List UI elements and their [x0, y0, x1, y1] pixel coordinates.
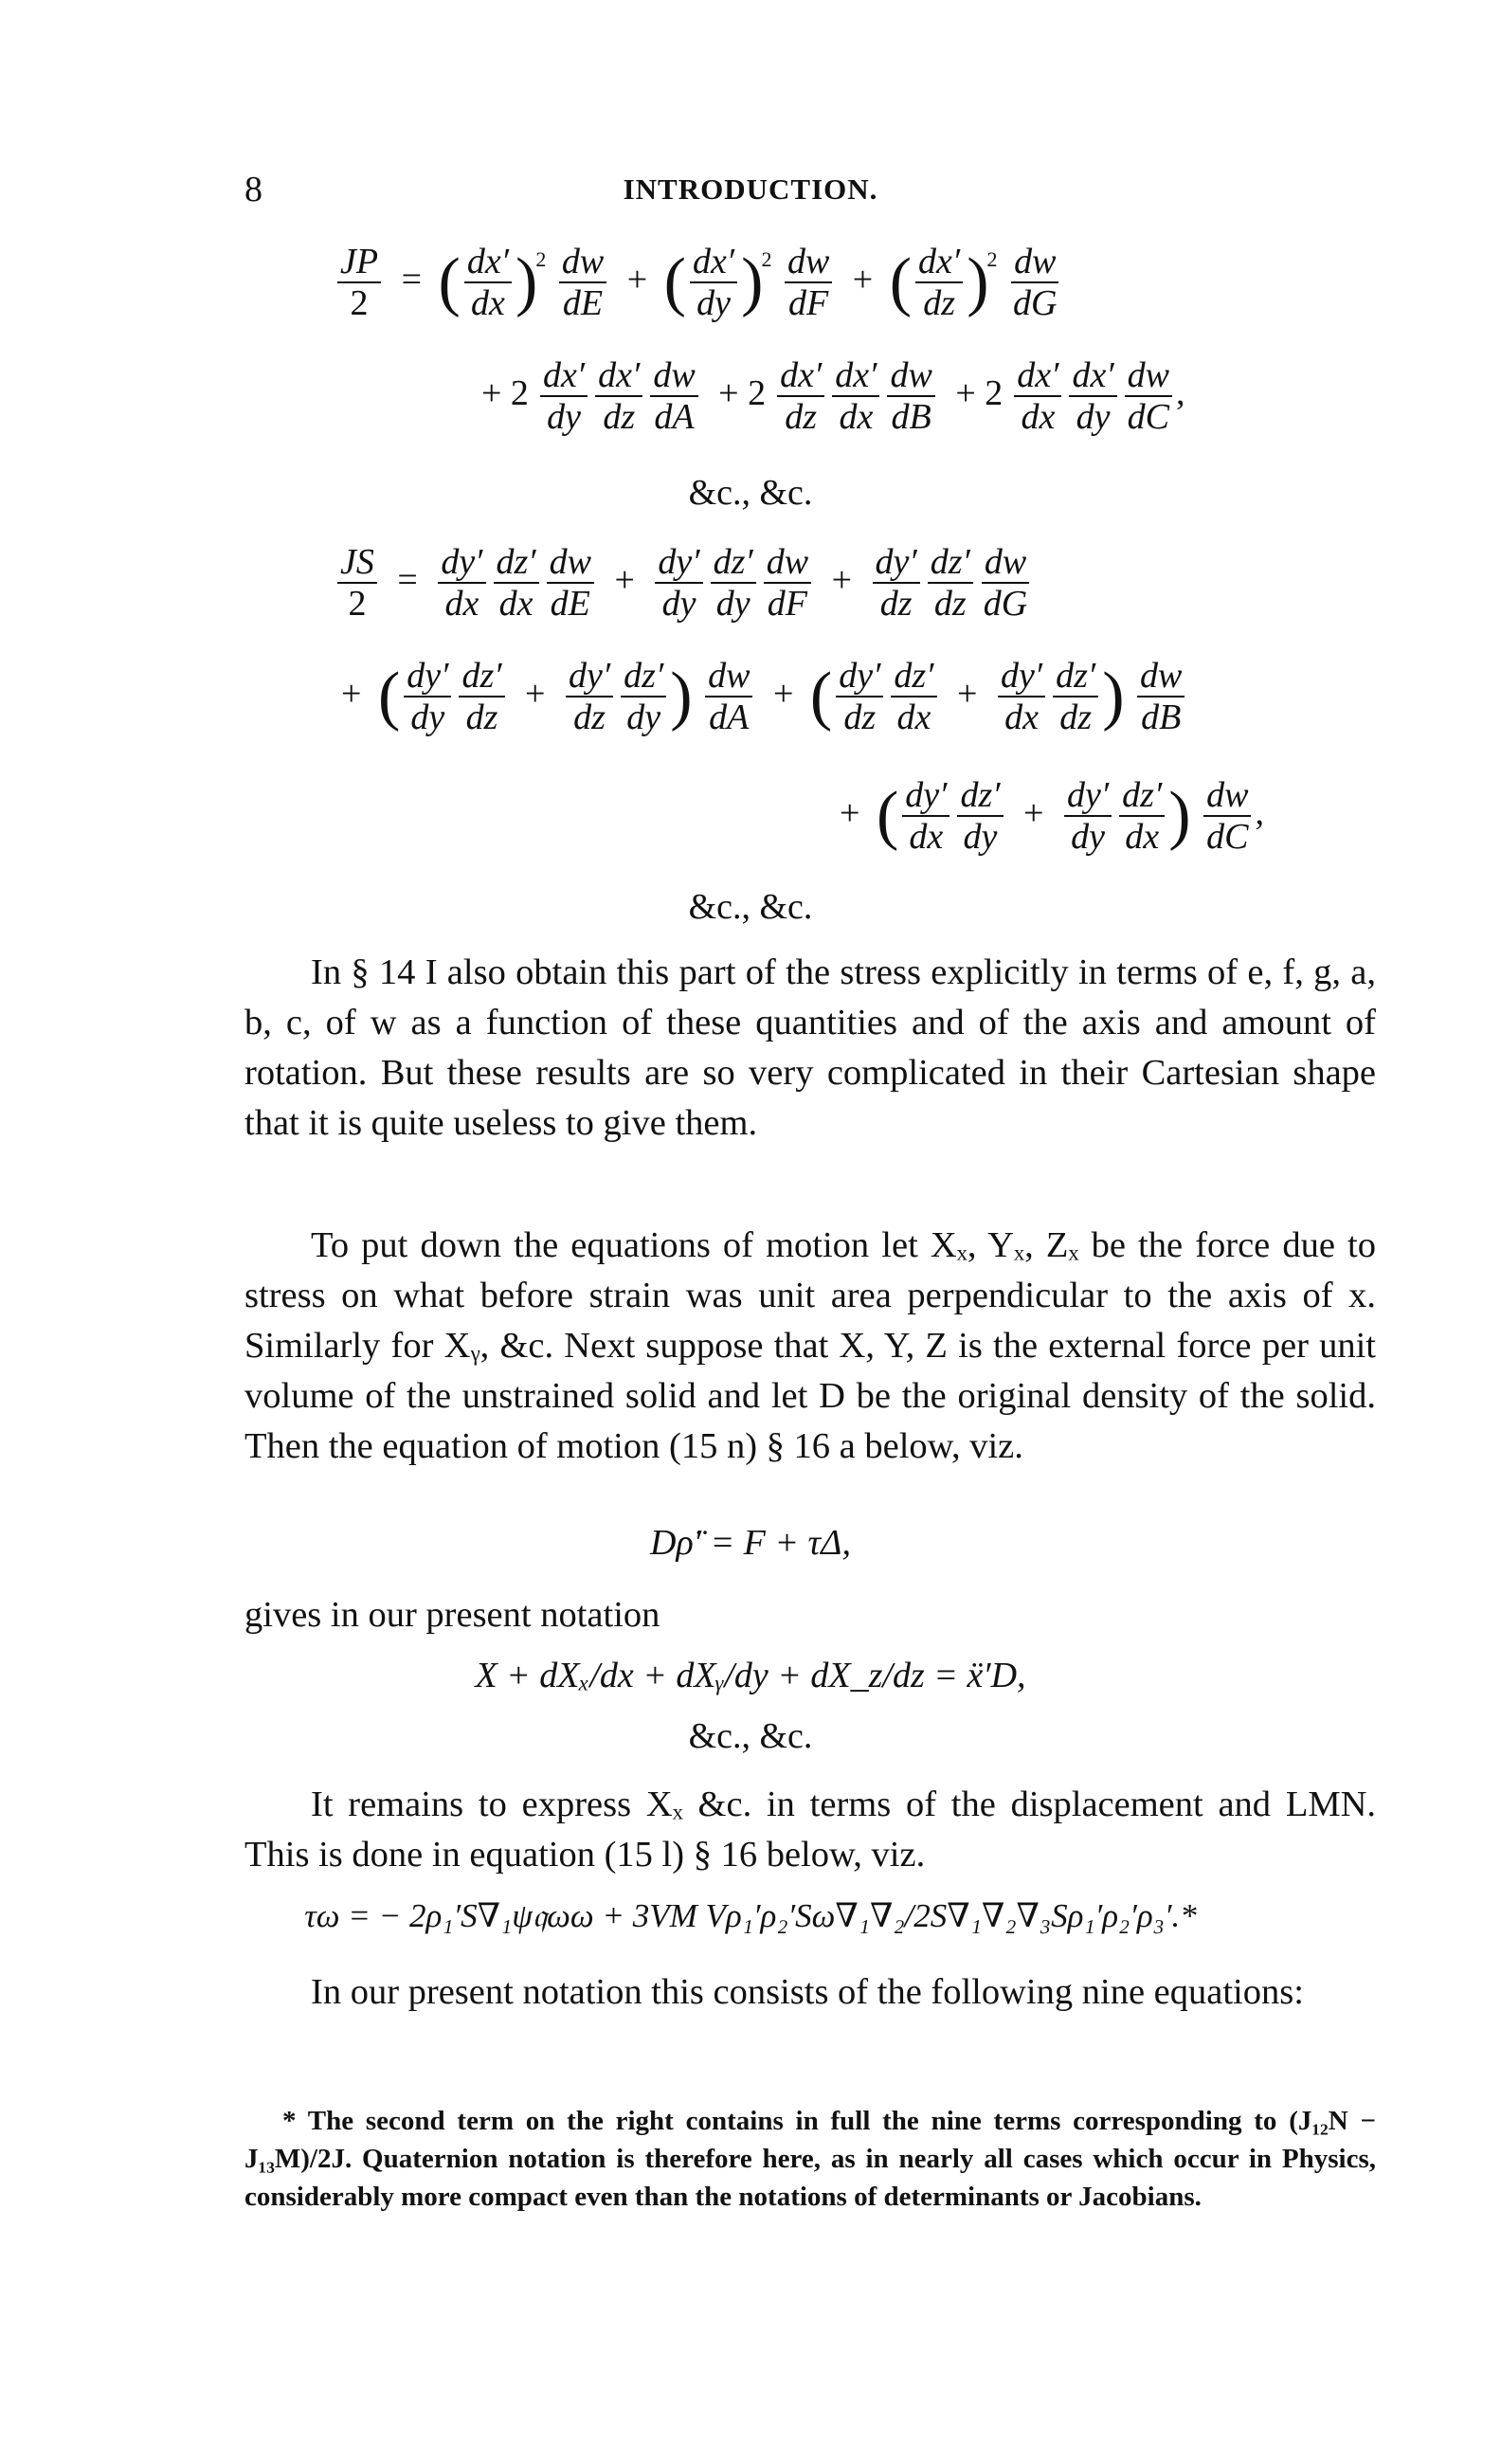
equation-js-line-1: $\frac{JS}{2}$ = $\frac{dy'}{dx}$ $\frac{dz'}{dx}$ $\frac{dw}{dE}$ + $\frac{dy'}{dy}$ $\frac{dz'}{dy}$ $\frac{dw}{dF}$ + $\frac{dy'}{dz}$ $\frac{dz'}{dz}$ $\frac{dw}{dG}$ [334, 542, 1034, 624]
paragraph-present-notation: gives in our present notation [244, 1595, 660, 1635]
equation-tau-omega: τω = − 2ρ₁′S∇₁ψ𝔮ωω + 3VM Vρ₁′ρ₂′Sω∇₁∇₂/2S∇₁∇₂∇₃Sρ₁′ρ₂′ρ₃′.* [304, 1897, 1197, 1934]
js-lhs-num: JS [337, 542, 377, 584]
paragraph-stress: In § 14 I also obtain this part of the stress explicitly in terms of e, f, g, a, b, c, of w as a function of these quantities and of the axis and amount of rotation. But these results are so very complicated in their Cartesian shape that it is quite useless to give them. [244, 952, 1376, 1143]
etc-2: &c., &c. [688, 887, 813, 927]
page-number: 8 [244, 170, 262, 209]
paragraph-express-x: It remains to express Xₓ &c. in terms of the displacement and LMN. This is done in equation (15 l) § 16 below, viz. [244, 1785, 1376, 1875]
equation-present-notation: X + dXₓ/dx + dXᵧ/dy + dX_z/dz = ẍ′D, [475, 1656, 1026, 1695]
equation-js-line-2: + ( $\frac{dy'}{dy}$ $\frac{dz'}{dz}$ + $\frac{dy'}{dz}$ $\frac{dz'}{dy}$ ) $\frac{dw}{dA}$ + ( $\frac{dy'}{dz}$ $\frac{dz'}{dx}$ + $\frac{dy'}{dx}$ $\frac{dz'}{dz}$ ) $\frac{dw}{dB}$ [334, 656, 1188, 737]
jp-lhs-num: JP [337, 242, 381, 283]
etc-3: &c., &c. [688, 1716, 813, 1756]
equation-jp-line-2: + 2 $\frac{dx'}{dy}$ $\frac{dx'}{dz}$ $\frac{dw}{dA}$ + 2 $\frac{dx'}{dz}$ $\frac{dx'}{dx}$ $\frac{dw}{dB}$ + 2 $\frac{dx'}{dx}$ $\frac{dx'}{dy}$ $\frac{dw}{dC}$ , [481, 355, 1185, 437]
etc-1: &c., &c. [688, 473, 813, 513]
paragraph-nine-equations: In our present notation this consists of the following nine equations: [311, 1972, 1304, 2012]
paragraph-equations-of-motion: To put down the equations of motion let Xₓ, Yₓ, Zₓ be the force due to stress on what before strain was unit area perpendicular to the axis of x. Similarly for Xᵧ, &c. Next suppose that X, Y, Z is the external force per unit volume of the unstrained solid and let D be the original density of the solid. Then the equation of motion (15 n) § 16 a below, viz. [244, 1225, 1376, 1466]
equation-motion: Dρ̈′ = F + τΔ, [650, 1523, 851, 1563]
js-lhs-den: 2 [348, 584, 367, 624]
equation-js-line-3: + ( $\frac{dy'}{dx}$ $\frac{dz'}{dy}$ + $\frac{dy'}{dy}$ $\frac{dz'}{dx}$ ) $\frac{dw}{dC}$ , [840, 775, 1264, 857]
footnote: * The second term on the right contains in full the nine terms corresponding to (J₁₂N − J₁₃M)/2J. Quaternion notation is therefore here, as in nearly all cases which occur in Physics, considerably more compact even than the notations of determinants or Jacobians. [244, 2106, 1376, 2212]
running-head: INTRODUCTION. [623, 172, 878, 206]
equation-jp-line-1: $\frac{JP}{2}$ = ( $\frac{dx'}{dx}$ )$^2$ $\frac{dw}{dE}$ + ( $\frac{dx'}{dy}$ )$^2$ $\frac{dw}{dF}$ + ( $\frac{dx'}{dz}$ )$^2$ $\frac{dw}{dG}$ [334, 242, 1064, 323]
jp-lhs-den: 2 [350, 283, 369, 323]
